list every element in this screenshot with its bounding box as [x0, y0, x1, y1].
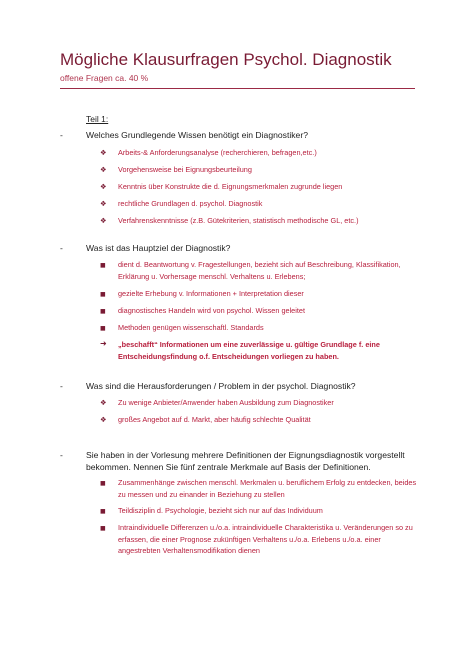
bullet-text: dient d. Beantwortung v. Fragestellungen, bezieht sich auf Beschreibung, Klassifikation, Erklärung u. Vorhersage menschl. Verhaltens u. Erlebens;: [118, 260, 401, 281]
square-bullet-icon: ■: [100, 291, 106, 298]
bullet-text: diagnostisches Handeln wird von psychol. Wissen geleitet: [118, 306, 305, 315]
page-subtitle: offene Fragen ca. 40 %: [60, 73, 149, 83]
bullet-text: Intraindividuelle Differenzen u./o.a. intraindividuelle Charakteristika u. Veränderungen so zu erfassen, die einer Prognose zukünftigen Verhaltens u./o.a. Erlebens u./o.a. einer angestrebten Verhaltensmodifikation dienen: [118, 523, 413, 556]
question-text: Welches Grundlegende Wissen benötigt ein Diagnostiker?: [86, 130, 308, 140]
square-bullet-icon: ■: [100, 480, 106, 487]
bullet-text: Zusammenhänge zwischen menschl. Merkmalen u. beruflichem Erfolg zu entdecken, beides zu messen und zu einander in Beziehung zu stellen: [118, 478, 417, 499]
bullet-text: rechtliche Grundlagen d. psychol. Diagnostik: [118, 199, 263, 208]
square-bullet-icon: ■: [100, 508, 106, 515]
diamond-bullet-icon: ❖: [100, 216, 107, 225]
diamond-bullet-icon: ❖: [100, 398, 107, 407]
dash-marker: -: [60, 381, 63, 391]
question-text: Was sind die Herausforderungen / Problem in der psychol. Diagnostik?: [86, 381, 356, 391]
bullet-text: Kenntnis über Konstrukte die d. Eignungsmerkmalen zugrunde liegen: [118, 182, 343, 191]
square-bullet-icon: ■: [100, 262, 106, 269]
dash-marker: -: [60, 450, 63, 460]
bullet-text: großes Angebot auf d. Markt, aber häufig schlechte Qualität: [118, 415, 311, 424]
bullet-text: Arbeits-& Anforderungsanalyse (recherchieren, befragen,etc.): [118, 148, 317, 157]
dash-marker: -: [60, 130, 63, 140]
diamond-bullet-icon: ❖: [100, 165, 107, 174]
square-bullet-icon: ■: [100, 308, 106, 315]
title-divider: [60, 88, 415, 89]
bullet-text: gezielte Erhebung v. Informationen + Interpretation dieser: [118, 289, 304, 298]
question-text: Was ist das Hauptziel der Diagnostik?: [86, 243, 231, 253]
diamond-bullet-icon: ❖: [100, 148, 107, 157]
question-text: Sie haben in der Vorlesung mehrere Definitionen der Eignungsdiagnostik vorgestellt bekommen. Nennen Sie fünf zentrale Merkmale auf Basis der Definitionen.: [86, 450, 405, 472]
square-bullet-icon: ■: [100, 325, 106, 332]
section-label: Teil 1:: [86, 114, 109, 124]
bullet-text: Teildisziplin d. Psychologie, bezieht sich nur auf das Individuum: [118, 506, 323, 515]
bullet-text: Zu wenige Anbieter/Anwender haben Ausbildung zum Diagnostiker: [118, 398, 334, 407]
dash-marker: -: [60, 243, 63, 253]
page-title: Mögliche Klausurfragen Psychol. Diagnostik: [60, 50, 392, 69]
diamond-bullet-icon: ❖: [100, 199, 107, 208]
diamond-bullet-icon: ❖: [100, 415, 107, 424]
square-bullet-icon: ■: [100, 525, 106, 532]
diamond-bullet-icon: ❖: [100, 182, 107, 191]
arrow-bullet-icon: ➜: [100, 339, 107, 348]
bullet-text: Vorgehensweise bei Eignungsbeurteilung: [118, 165, 252, 174]
bullet-text: Methoden genügen wissenschaftl. Standards: [118, 323, 264, 332]
bullet-text: Verfahrenskenntnisse (z.B. Gütekriterien, statistisch methodische GL, etc.): [118, 216, 359, 225]
bullet-text: „beschafft“ Informationen um eine zuverlässige u. gültige Grundlage f. eine Entscheidungsfindung o.f. Entscheidungen vorliegen zu haben.: [118, 340, 380, 361]
